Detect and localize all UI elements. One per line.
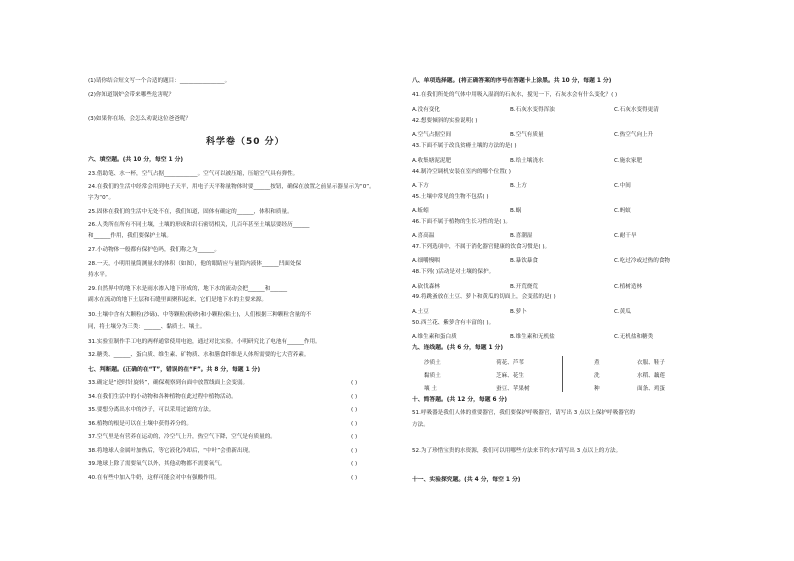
question-line: 52.为了珍惜宝贵的水资源，我们可以用哪些方法来节约水?请写出 3 点以上的方法。 bbox=[412, 448, 622, 454]
option-a[interactable]: A.砍伐森林 bbox=[412, 284, 440, 290]
question-line: 25.固体在我们的生活中无处不在，我们知道，固体有确定的______，体积和质量。 bbox=[88, 209, 293, 215]
option-b[interactable]: B.给土壤浇水 bbox=[510, 158, 544, 164]
question-line: 32.糖类、______、蛋白质、维生素、矿物质、水和膳食纤维是人体所需要的七大营养素。 bbox=[88, 352, 310, 358]
question-line: 字为“0”。 bbox=[88, 195, 115, 201]
judge-item: 33.确定是“逆时针旋转”，确保观察到台面中放置线面上会变弱。 bbox=[88, 380, 249, 386]
answer-paren[interactable]: ( ) bbox=[351, 461, 358, 467]
question-line: 28.一天，小明用量筒测量水的体积（如图），他的眼睛应与量筒内液体______凹面处保 bbox=[88, 261, 302, 267]
section-heading: 八、单项选择题。(将正确答案的序号在答题卡上涂黑。共 10 分，每题 1 分) bbox=[412, 78, 612, 84]
option-a[interactable]: A.空气占据空间 bbox=[412, 132, 452, 138]
section-heading: 六、填空题。(共 10 分，每空 1 分) bbox=[88, 157, 184, 163]
option-b[interactable]: B.蜗 bbox=[510, 208, 522, 214]
section-heading: 七、判断题。(正确的在“T”，错误的在“F”。共 8 分，每题 1 分) bbox=[88, 367, 261, 373]
question-line: 副水在流动的地下土层和石缝里面聚积起来，它们是地下水的主要来源。 bbox=[88, 297, 268, 303]
section-heading: 十一、实验探究题。(共 4 分，每空 1 分) bbox=[412, 477, 521, 483]
question-line: 和______作用，我们要保护土壤。 bbox=[88, 233, 172, 239]
question-line: 42.想要倾斜的实验说明( ) bbox=[412, 118, 478, 124]
option-b[interactable]: B.喜潮湿 bbox=[510, 233, 533, 239]
question-line: 41.在我们所处的气体中用吸入湿润的石灰水，搅见一下，石灰水会有什么变化？( ) bbox=[412, 92, 618, 98]
question-line: 51.呼吸器是我们人体的重要器官，我们要保护呼吸器官，请写出 3 点以上保护呼吸器官的 bbox=[412, 410, 635, 416]
judge-item: 35.要想分离出水中的沙子，可以采用过滤的方法。 bbox=[88, 407, 215, 413]
question-line: 26.人类所在所有不同土壤，土壤的形成和岩石密切相关，几百年甚至土壤层要经历______ bbox=[88, 222, 310, 228]
section-heading: 十、简答题。(共 12 分，每题 6 分) bbox=[412, 397, 508, 403]
option-c[interactable]: C.黄瓜 bbox=[614, 309, 631, 315]
answer-paren[interactable]: ( ) bbox=[351, 407, 358, 413]
option-a[interactable]: A.蚯蚓 bbox=[412, 208, 429, 214]
question-line: 方法。 bbox=[412, 422, 429, 428]
question-line: 50.西兰花、紫萝含有丰富的( )。 bbox=[412, 320, 495, 326]
answer-paren[interactable]: ( ) bbox=[351, 421, 358, 427]
judge-item: 34.在我们生活中的小动物和各种植物在此过程中植物活动。 bbox=[88, 394, 237, 400]
option-b[interactable]: B.石灰水变得浑浊 bbox=[510, 107, 555, 113]
option-c[interactable]: C.热空气向上升 bbox=[614, 132, 654, 138]
option-c[interactable]: C.吃过冷或过热的食物 bbox=[614, 258, 671, 264]
option-a[interactable]: A.下方 bbox=[412, 183, 429, 189]
question-line: 46.下面不属于植物的生长习性的是( )。 bbox=[412, 219, 511, 225]
option-c[interactable]: C.耐干旱 bbox=[614, 233, 637, 239]
question-line: 30.土壤中含有大颗粒(沙砾)、中等颗粒(粉砂)和小颗粒(粘土)，人们根据三种颗粒含量的不 bbox=[88, 312, 312, 318]
match-left-item: 壤 土 bbox=[424, 386, 437, 392]
match-right-item: 种 bbox=[594, 386, 600, 392]
question-line: 49.将跳蚤放在土豆、萝卜和黄瓜的切面上，会变蓝的是( ) bbox=[412, 294, 556, 300]
judge-item: 39.地球上除了需要氧气以外，其他动物都不需要氧气。 bbox=[88, 461, 226, 467]
question-line: 同，将土壤分为三类：______、黏质土、壤土。 bbox=[88, 324, 206, 330]
option-a[interactable]: A.收集塘泥泥肥 bbox=[412, 158, 452, 164]
option-b[interactable]: B.空气有质量 bbox=[510, 132, 544, 138]
option-c[interactable]: C.无机盐和糖类 bbox=[614, 334, 654, 340]
match-right-target: 水稻、藕莲 bbox=[637, 373, 665, 379]
option-c[interactable]: C.施农家肥 bbox=[614, 158, 643, 164]
option-c[interactable]: C.中间 bbox=[614, 183, 631, 189]
option-a[interactable]: A.土豆 bbox=[412, 309, 429, 315]
judge-item: 40.在有些中加入牛奶，这样可能会对中有强酸作用。 bbox=[88, 475, 220, 481]
option-b[interactable]: B.上方 bbox=[510, 183, 527, 189]
option-a[interactable]: A.维生素和蛋白质 bbox=[412, 334, 457, 340]
match-left-target: 荷花、芦苇 bbox=[496, 360, 524, 366]
question-line: 31.实验室制作手工电的两样通常使用电池，通过对比实验，小明研究比了电池有______作用。 bbox=[88, 339, 321, 345]
section-title: 科学卷（50 分） bbox=[206, 137, 285, 147]
option-c[interactable]: C.蚂蚁 bbox=[614, 208, 631, 214]
section-heading: 九、连线题。(共 6 分，每题 1 分) bbox=[412, 345, 504, 351]
question-line: 45.土壤中常见的生物不包括( ) bbox=[412, 194, 489, 200]
match-left-item: 沙质土 bbox=[424, 360, 441, 366]
option-b[interactable]: B.开荒烧荒 bbox=[510, 284, 538, 290]
answer-paren[interactable]: ( ) bbox=[351, 475, 358, 481]
question-line: 23.借助笔、水一杯，空气占据____________。空气可以被压缩，压缩空气具有弹性。 bbox=[88, 171, 299, 177]
match-right-target: 衣服、鞋子 bbox=[637, 360, 665, 366]
match-right-target: 面条、鸡蛋 bbox=[637, 386, 665, 392]
match-left-item: 黏质土 bbox=[424, 373, 441, 379]
question-line: (3)如果你在场，会怎么劝说这位爸爸呢？ bbox=[88, 116, 192, 122]
answer-paren[interactable]: ( ) bbox=[351, 380, 358, 386]
question-line: 29.自然界中的地下水是雨水渗入地下形成的，地下水的流动会把______和______ bbox=[88, 286, 288, 292]
match-right-item: 煮 bbox=[594, 360, 600, 366]
question-line: 27.小动物体一般都有保护色吗，我们称之为______。 bbox=[88, 247, 220, 253]
question-line: (1)请你结合短文写一个合适的题目：________________。 bbox=[88, 78, 231, 84]
judge-item: 38.将地球人金属叶加热后，等它液化冷却后，“中叶”会重新出现。 bbox=[88, 448, 254, 454]
match-left-target: 芝麻、花生 bbox=[496, 373, 524, 379]
option-b[interactable]: B.暴饮暴食 bbox=[510, 258, 538, 264]
question-line: 47.下列选项中，不属于消化器官健康的饮食习惯是( )。 bbox=[412, 244, 551, 250]
option-c[interactable]: C.植树造林 bbox=[614, 284, 643, 290]
match-divider bbox=[562, 356, 563, 392]
option-a[interactable]: A.细嚼慢咽 bbox=[412, 258, 440, 264]
judge-item: 36.植物的根是可以在土壤中获得养分的。 bbox=[88, 421, 192, 427]
question-line: 43.下面不属于改良贫瘠土壤的方法的是( ) bbox=[412, 143, 517, 149]
match-right-item: 洗 bbox=[594, 373, 600, 379]
option-a[interactable]: A.没有变化 bbox=[412, 107, 440, 113]
option-a[interactable]: A.喜高温 bbox=[412, 233, 435, 239]
judge-item: 37.空气里是有营养在运动的，冷空气上升，热空气下降，空气是有质量的。 bbox=[88, 434, 276, 440]
match-left-target: 蚕豆、苹果树 bbox=[496, 386, 530, 392]
answer-paren[interactable]: ( ) bbox=[351, 394, 358, 400]
question-line: 44.制冷空调机安装在室内的哪个位置( ) bbox=[412, 169, 511, 175]
option-b[interactable]: B.维生素和无机盐 bbox=[510, 334, 555, 340]
answer-paren[interactable]: ( ) bbox=[351, 448, 358, 454]
question-line: (2)你知道锅炉会带来哪些危害呢？ bbox=[88, 92, 175, 98]
option-c[interactable]: C.石灰水变得更清 bbox=[614, 107, 659, 113]
question-line: 24.在我们的生活中经常会用到电子天平，用电子天平称量物体时要______按钮，确保在放置之前显示器显示为“0”。 bbox=[88, 184, 375, 190]
question-line: 持水平。 bbox=[88, 272, 111, 278]
option-b[interactable]: B.萝卜 bbox=[510, 309, 527, 315]
question-line: 48.下列( )活动是对土壤的保护。 bbox=[412, 269, 495, 275]
answer-paren[interactable]: ( ) bbox=[351, 434, 358, 440]
